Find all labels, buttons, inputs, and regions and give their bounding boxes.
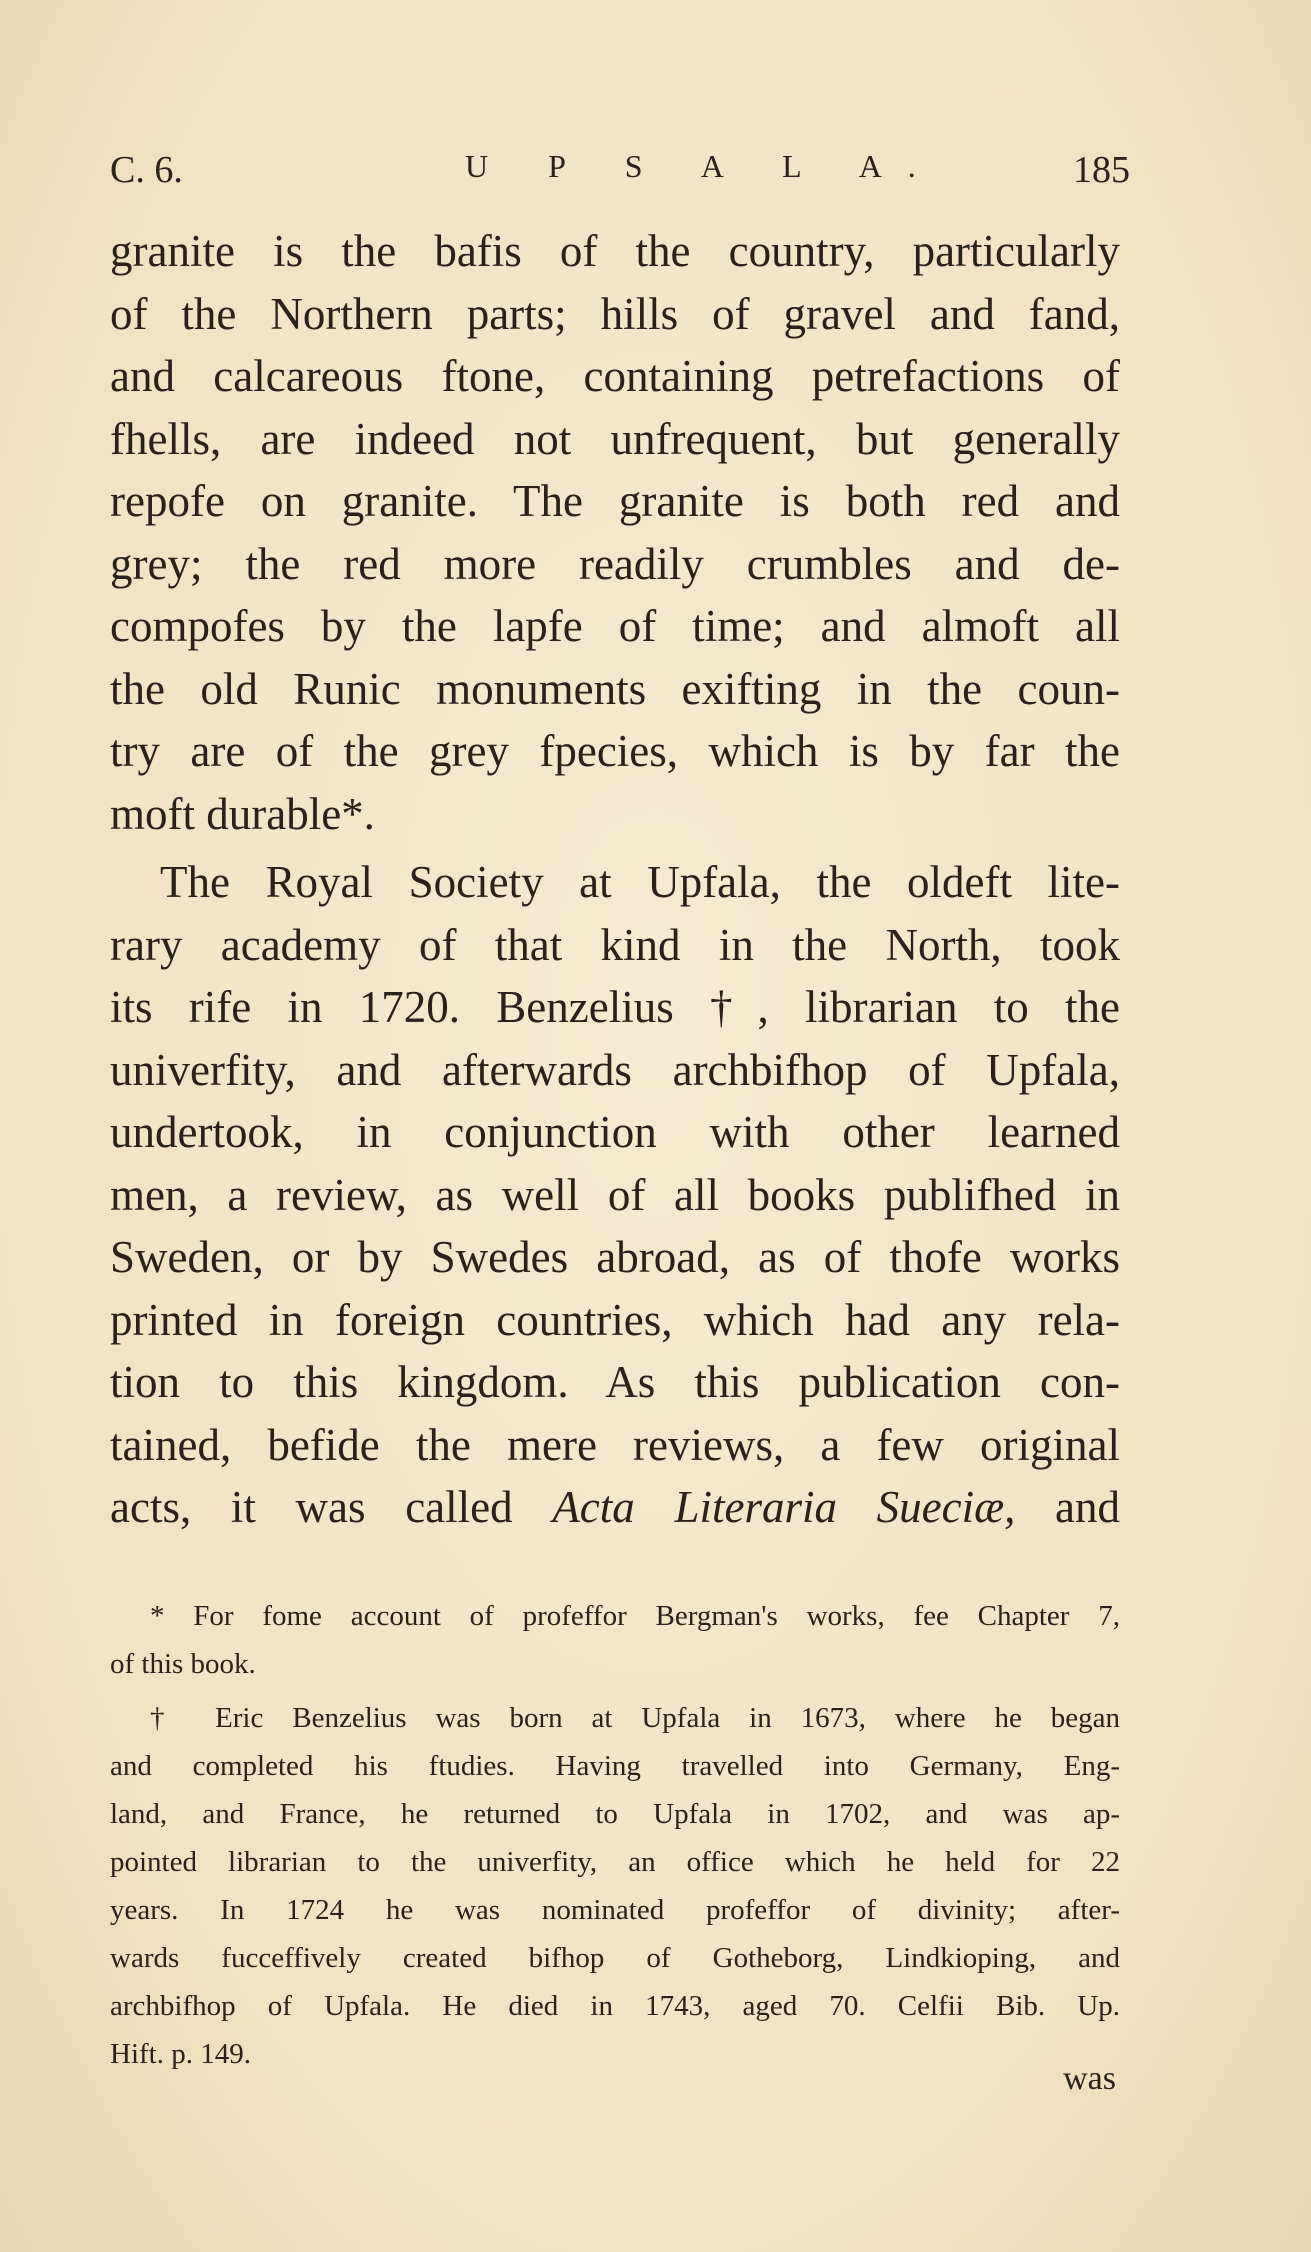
text-line: univerfity, and afterwards archbifhop of Upfala,: [110, 1044, 1120, 1095]
text-line: its rife in 1720. Benzelius †, librarian to the: [110, 982, 1120, 1032]
text-line: tained, befide the mere reviews, a few original: [110, 1419, 1120, 1470]
text-line: compofes by the lapfe of time; and almoft all: [110, 601, 1120, 651]
last-line-end: and: [1055, 1482, 1121, 1532]
footnote-line: years. In 1724 he was nominated profeffor of divinity; after-: [110, 1894, 1120, 1926]
text-line: moft durable*.: [110, 788, 375, 839]
footnote-line: Hift. p. 149.: [110, 2038, 251, 2070]
footnote-line: archbifhop of Upfala. He died in 1743, aged 70. Celfii Bib. Up.: [110, 1990, 1120, 2022]
text-line: fhells, are indeed not unfrequent, but generally: [110, 413, 1120, 464]
text-line-last: [110, 1476, 1120, 1539]
footnote-line: and completed his ftudies. Having travelled into Germany, Eng-: [110, 1750, 1120, 1782]
text-line: undertook, in conjunction with other learned: [110, 1107, 1120, 1157]
running-head: [110, 148, 1130, 198]
text-line: men, a review, as well of all books publifhed in: [110, 1169, 1120, 1220]
text-line: rary academy of that kind in the North, took: [110, 919, 1120, 970]
chapter-label: C. 6.: [110, 149, 183, 191]
last-line-start: acts, it was called: [110, 1482, 513, 1532]
footnote-line: † Eric Benzelius was born at Upfala in 1673, where he began: [150, 1702, 1120, 1734]
text-line: of the Northern parts; hills of gravel and fand,: [110, 288, 1120, 339]
footnote-line: * For fome account of profeffor Bergman's works, fee Chapter 7,: [150, 1600, 1120, 1632]
text-line: tion to this kingdom. As this publication con-: [110, 1357, 1120, 1407]
text-line: and calcareous ftone, containing petrefactions of: [110, 351, 1120, 401]
running-title: U P S A L A.: [465, 148, 942, 184]
footnote-line: of this book.: [110, 1648, 256, 1680]
text-line: Sweden, or by Swedes abroad, as of thofe works: [110, 1232, 1120, 1282]
page-number: 185: [1073, 149, 1130, 191]
text-line: printed in foreign countries, which had any rela-: [110, 1294, 1120, 1345]
main-text: [110, 220, 1120, 1539]
footnotes: [110, 1592, 1120, 2078]
text-line: repofe on granite. The granite is both red and: [110, 476, 1120, 526]
text-line: The Royal Society at Upfala, the oldeft lite-: [160, 857, 1120, 907]
catchword: was: [1063, 2060, 1116, 2097]
footnote-line: pointed librarian to the univerfity, an office which he held for 22: [110, 1846, 1120, 1878]
text-line: try are of the grey fpecies, which is by far the: [110, 726, 1120, 776]
text-line: the old Runic monuments exifting in the coun-: [110, 663, 1120, 714]
footnote-line: wards fucceffively created bifhop of Gotheborg, Lindkioping, and: [110, 1942, 1120, 1974]
footnote-line: land, and France, he returned to Upfala in 1702, and was ap-: [110, 1798, 1120, 1830]
text-line: grey; the red more readily crumbles and de-: [110, 538, 1120, 589]
journal-title: Acta Literaria Sueciæ,: [552, 1482, 1016, 1532]
text-line: granite is the bafis of the country, particularly: [110, 226, 1120, 276]
